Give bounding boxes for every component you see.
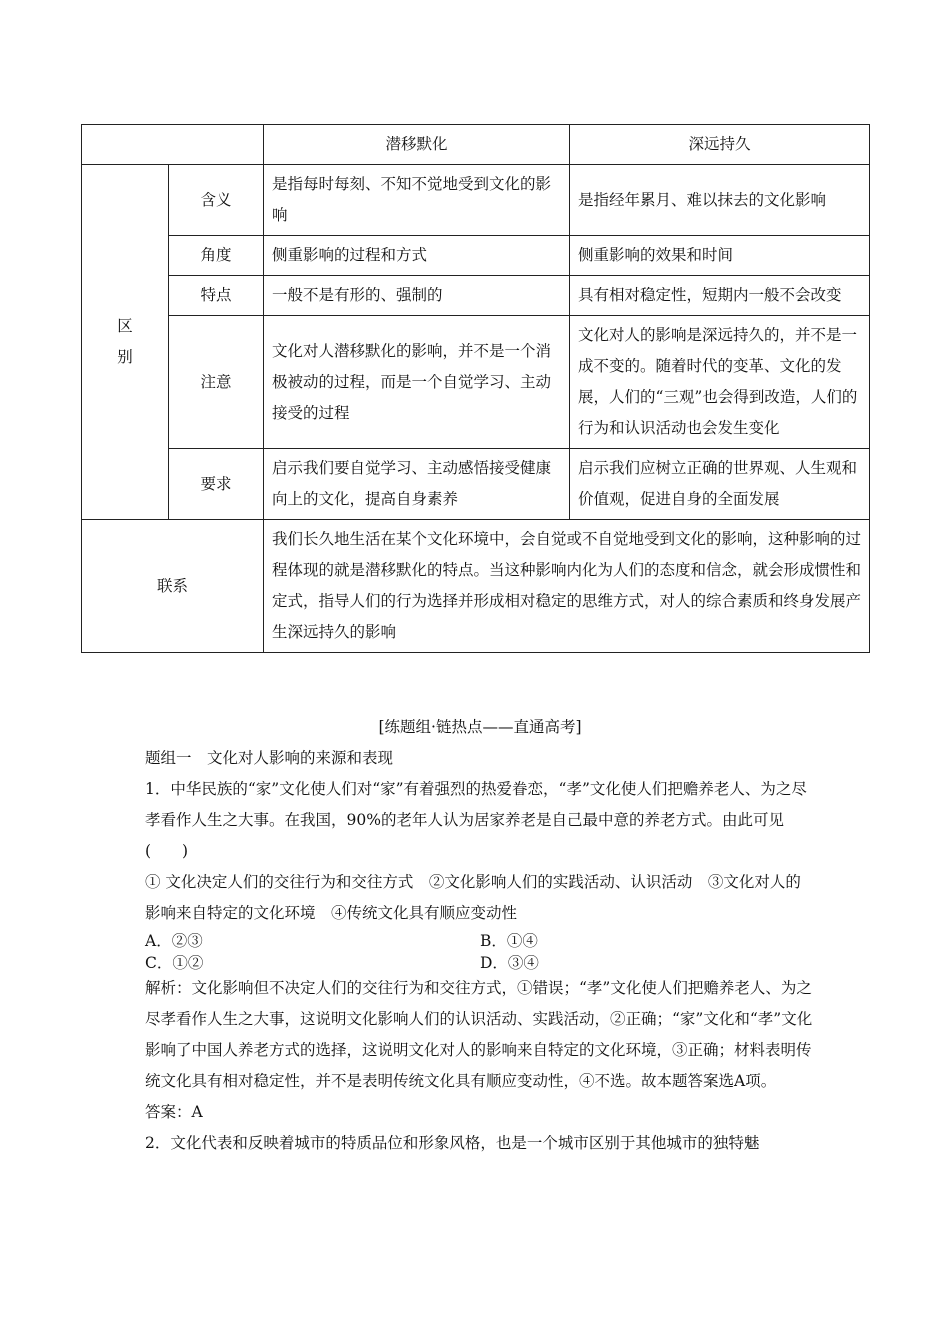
- question-1-answer: 答案：A: [145, 1103, 203, 1121]
- comparison-table: [81, 124, 870, 653]
- relation-row: [82, 520, 870, 653]
- table-row: [82, 276, 870, 316]
- group-label-line: 区: [117, 317, 133, 335]
- question-1-statements: ① 文化决定人们的交往行为和交往方式 ②文化影响人们的实践活动、认识活动 ③文化对人的影响来自特定的文化环境 ④传统文化具有顺应变动性: [145, 873, 801, 922]
- row-cell-qianyi: 文化对人潜移默化的影响，并不是一个消极被动的过程，而是一个自觉学习、主动接受的过程: [264, 316, 570, 449]
- row-cell-shenyuan: 是指经年累月、难以抹去的文化影响: [570, 165, 870, 236]
- question-1-stem: 1．中华民族的“家”文化使人们对“家”有着强烈的热爱眷恋，“孝”文化使人们把赡养老人、为之尽孝看作人生之大事。在我国，90%的老年人认为居家养老是自己最中意的养老方式。由此可见( ): [145, 780, 807, 860]
- table-row: [82, 449, 870, 520]
- group-label-cell: [82, 165, 169, 520]
- question-1-options-row: [145, 929, 815, 951]
- row-label: 特点: [169, 276, 264, 316]
- table-row: [82, 316, 870, 449]
- group-label-line: 别: [117, 348, 133, 366]
- row-label: 含义: [169, 165, 264, 236]
- table-row: [82, 165, 870, 236]
- group-title: 题组一 文化对人影响的来源和表现: [145, 749, 394, 767]
- row-cell-qianyi: 一般不是有形的、强制的: [264, 276, 570, 316]
- row-cell-qianyi: 侧重影响的过程和方式: [264, 236, 570, 276]
- header-cell-empty: [82, 125, 264, 165]
- row-cell-shenyuan: 文化对人的影响是深远持久的，并不是一成不变的。随着时代的变革、文化的发展，人们的“三观”也会得到改造，人们的行为和认识活动也会发生变化: [570, 316, 870, 449]
- relation-label: 联系: [82, 520, 264, 653]
- row-label: 注意: [169, 316, 264, 449]
- header-cell-qianyi: 潜移默化: [264, 125, 570, 165]
- row-cell-qianyi: 启示我们要自觉学习、主动感悟接受健康向上的文化，提高自身素养: [264, 449, 570, 520]
- row-cell-shenyuan: 侧重影响的效果和时间: [570, 236, 870, 276]
- row-cell-shenyuan: 具有相对稳定性，短期内一般不会改变: [570, 276, 870, 316]
- section-title: [练题组·链热点——直通高考]: [378, 718, 582, 736]
- row-cell-qianyi: 是指每时每刻、不知不觉地受到文化的影响: [264, 165, 570, 236]
- row-cell-shenyuan: 启示我们应树立正确的世界观、人生观和价值观，促进自身的全面发展: [570, 449, 870, 520]
- relation-text: 我们长久地生活在某个文化环境中，会自觉或不自觉地受到文化的影响，这种影响的过程体现的就是潜移默化的特点。当这种影响内化为人们的态度和信念，就会形成惯性和定式，指导人们的行为选择并形成相对稳定的思维方式，对人的综合素质和终身发展产生深远持久的影响: [264, 520, 870, 653]
- table-header-row: [82, 125, 870, 165]
- question-2-stem: 2．文化代表和反映着城市的特质品位和形象风格，也是一个城市区别于其他城市的独特魅: [145, 1134, 760, 1152]
- question-1-analysis: 解析：文化影响但不决定人们的交往行为和交往方式，①错误；“孝”文化使人们把赡养老人、为之尽孝看作人生之大事，这说明文化影响人们的认识活动、实践活动，②正确；“家”文化和“孝”文化影响了中国人养老方式的选择，这说明文化对人的影响来自特定的文化环境，③正确；材料表明传统文化具有相对稳定性，并不是表明传统文化具有顺应变动性，④不选。故本题答案选A项。: [145, 979, 813, 1090]
- option-a: A．②③: [145, 932, 203, 950]
- option-b: B．①④: [480, 932, 538, 950]
- row-label: 角度: [169, 236, 264, 276]
- question-1-options-row: [145, 951, 815, 973]
- row-label: 要求: [169, 449, 264, 520]
- exercise-section: [145, 712, 815, 1159]
- table-row: [82, 236, 870, 276]
- option-d: D．③④: [480, 954, 539, 972]
- option-c: C．①②: [145, 954, 204, 972]
- header-cell-shenyuan: 深远持久: [570, 125, 870, 165]
